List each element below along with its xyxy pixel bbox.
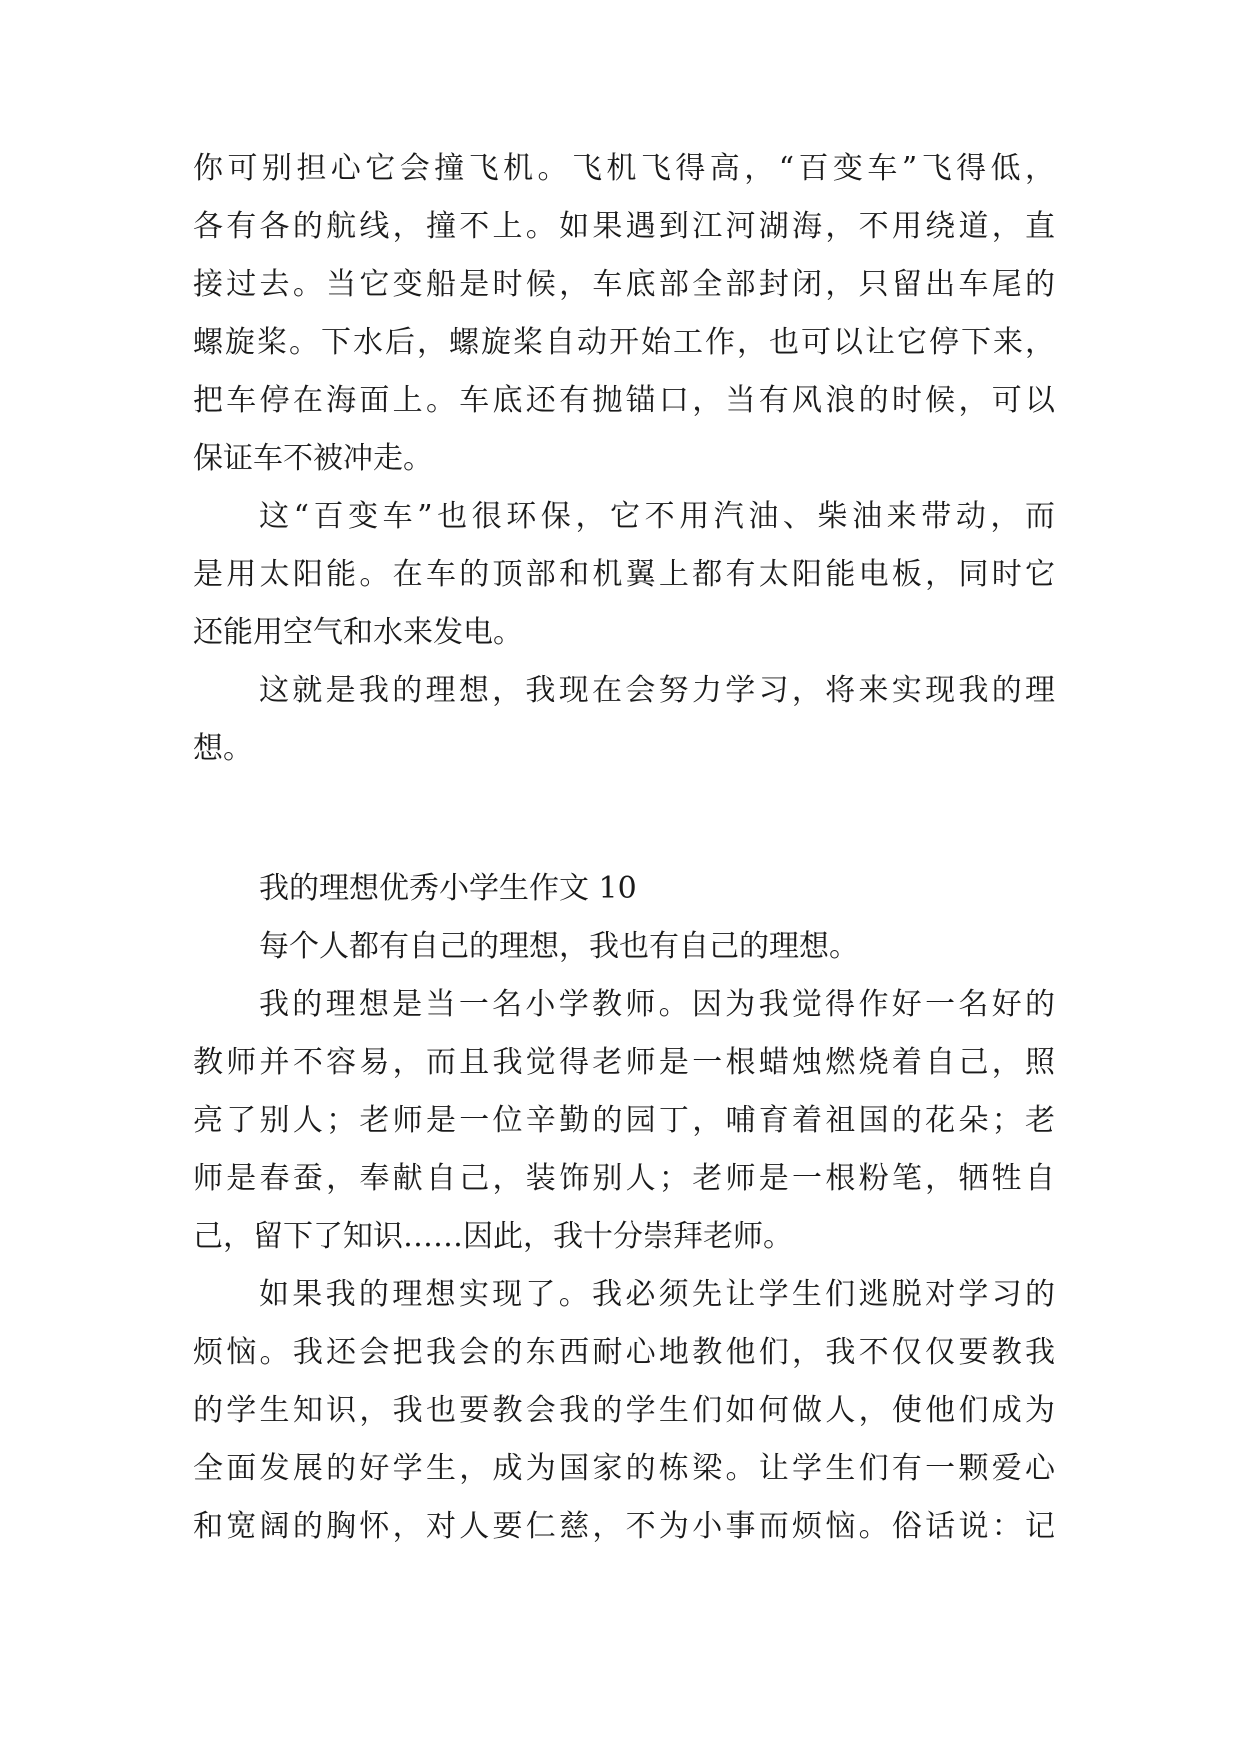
text-line: 如果我的理想实现了。我必须先让学生们逃脱对学习的 [259, 1277, 1055, 1312]
text-line: 师是春蚕，奉献自己，装饰别人；老师是一根粉笔，牺牲自 [193, 1161, 1055, 1196]
text-line: 接过去。当它变船是时候，车底部全部封闭，只留出车尾的 [193, 267, 1055, 302]
paragraph-5 [193, 976, 1055, 1266]
text-line: 这就是我的理想，我现在会努力学习，将来实现我的理 [259, 673, 1055, 708]
text-line: 的学生知识，我也要教会我的学生们如何做人，使他们成为 [193, 1393, 1055, 1428]
paragraph-6 [193, 1266, 1055, 1556]
text-line: 想。 [193, 731, 253, 766]
section-title: 我的理想优秀小学生作文 10 [259, 871, 637, 906]
text-block-top [193, 140, 1055, 778]
paragraph-3 [193, 662, 1055, 778]
text-block-bottom [193, 918, 1055, 1556]
text-line: 烦恼。我还会把我会的东西耐心地教他们，我不仅仅要教我 [193, 1335, 1055, 1370]
paragraph-1 [193, 140, 1055, 488]
text-line: 这“百变车”也很环保，它不用汽油、柴油来带动，而 [259, 499, 1055, 534]
text-line: 把车停在海面上。车底还有抛锚口，当有风浪的时候，可以 [193, 383, 1055, 418]
text-line: 还能用空气和水来发电。 [193, 615, 523, 650]
text-line: 每个人都有自己的理想，我也有自己的理想。 [259, 929, 859, 964]
text-line: 保证车不被冲走。 [193, 441, 433, 476]
text-line: 我的理想是当一名小学教师。因为我觉得作好一名好的 [259, 987, 1055, 1022]
text-line: 各有各的航线，撞不上。如果遇到江河湖海，不用绕道，直 [193, 209, 1055, 244]
text-line: 亮了别人；老师是一位辛勤的园丁，哺育着祖国的花朵；老 [193, 1103, 1055, 1138]
text-line: 己，留下了知识……因此，我十分崇拜老师。 [193, 1219, 793, 1254]
text-line: 教师并不容易，而且我觉得老师是一根蜡烛燃烧着自己，照 [193, 1045, 1055, 1080]
text-line: 螺旋桨。下水后，螺旋桨自动开始工作，也可以让它停下来， [193, 325, 1055, 360]
paragraph-2 [193, 488, 1055, 662]
text-line: 全面发展的好学生，成为国家的栋梁。让学生们有一颗爱心 [193, 1451, 1055, 1486]
text-line: 你可别担心它会撞飞机。飞机飞得高，“百变车”飞得低， [193, 151, 1055, 186]
paragraph-4 [193, 918, 1055, 976]
text-line: 是用太阳能。在车的顶部和机翼上都有太阳能电板，同时它 [193, 557, 1055, 592]
section-heading-block [193, 860, 1055, 918]
text-line: 和宽阔的胸怀，对人要仁慈，不为小事而烦恼。俗话说：记 [193, 1509, 1055, 1544]
